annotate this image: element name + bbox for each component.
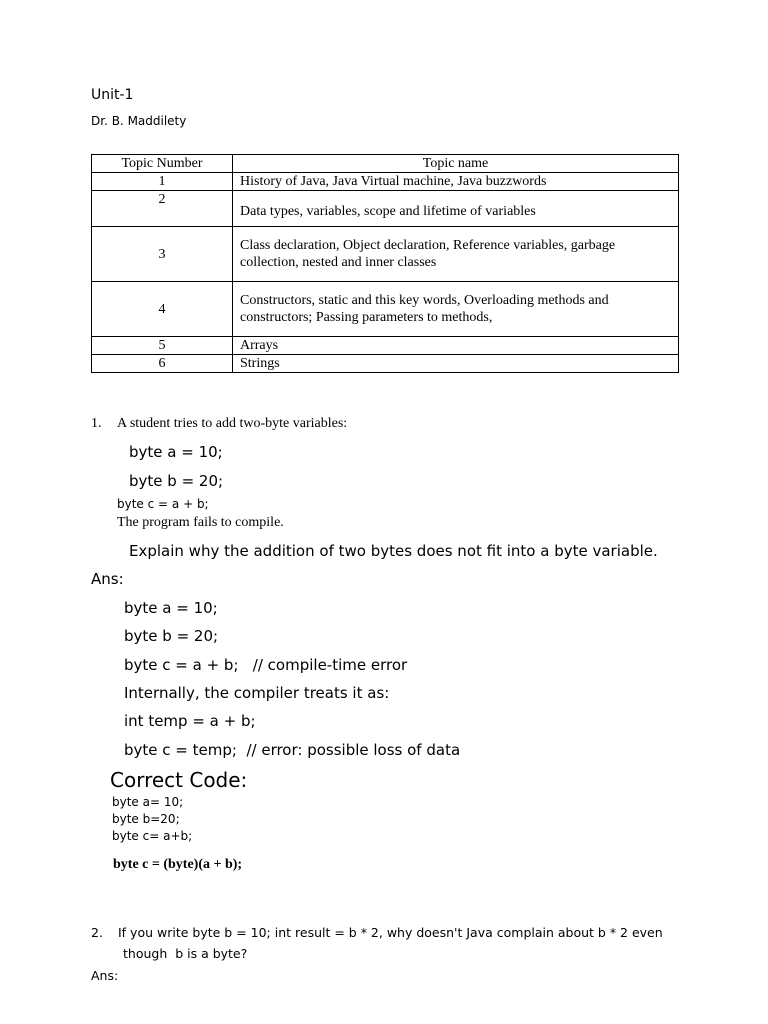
topic-name: Arrays — [233, 337, 679, 355]
table-row — [92, 282, 679, 337]
topic-number: 2 — [92, 191, 233, 227]
topic-number: 6 — [92, 355, 233, 373]
answer-line: byte c = a + b; // compile-time error — [124, 656, 408, 674]
question-1-explain: Explain why the addition of two bytes does not fit into a byte variable. — [129, 542, 658, 560]
topic-name: Strings — [233, 355, 679, 373]
correct-statement: byte c = (byte)(a + b); — [113, 857, 243, 872]
question-2-prompt-line: though b is a byte? — [123, 946, 248, 961]
table-row — [92, 191, 679, 227]
answer-line: Internally, the compiler treats it as: — [124, 684, 390, 702]
code-line-small: byte c = a + b; — [117, 497, 209, 511]
question-2-number: 2. — [91, 925, 103, 940]
topic-number: 4 — [92, 282, 233, 337]
answer-line: byte c = temp; // error: possible loss of data — [124, 741, 461, 759]
correct-code-line: byte a= 10; — [112, 795, 184, 809]
question-2-prompt-line: If you write byte b = 10; int result = b * 2, why doesn't Java complain about b * 2 even — [118, 925, 663, 940]
table-row — [92, 337, 679, 355]
code-line: byte b = 20; — [129, 472, 224, 490]
correct-code-line: byte c= a+b; — [112, 829, 193, 843]
answer-line: byte a = 10; — [124, 599, 218, 617]
column-header-topic-name: Topic name — [233, 155, 679, 173]
answer-label: Ans: — [91, 968, 119, 983]
answer-label: Ans: — [91, 570, 124, 588]
correct-code-heading: Correct Code: — [110, 768, 248, 792]
topic-name-line: Constructors, static and this key words, Overloading methods and — [240, 293, 609, 308]
topic-number: 3 — [92, 227, 233, 282]
table-header-row — [92, 155, 679, 173]
topic-name — [233, 227, 679, 282]
table-row — [92, 227, 679, 282]
question-1-number: 1. — [91, 416, 102, 431]
column-header-topic-number: Topic Number — [92, 155, 233, 173]
topic-name: Data types, variables, scope and lifetime of variables — [233, 191, 679, 227]
topic-name-line: collection, nested and inner classes — [240, 255, 437, 270]
topic-number: 1 — [92, 173, 233, 191]
topic-name: History of Java, Java Virtual machine, Java buzzwords — [233, 173, 679, 191]
answer-line: byte b = 20; — [124, 627, 219, 645]
table-row — [92, 173, 679, 191]
topic-name-line: Class declaration, Object declaration, Reference variables, garbage — [240, 238, 616, 253]
topic-name-line: constructors; Passing parameters to methods, — [240, 310, 493, 325]
topics-table — [91, 154, 679, 373]
correct-code-line: byte b=20; — [112, 812, 180, 826]
topic-number: 5 — [92, 337, 233, 355]
unit-title: Unit-1 — [91, 87, 134, 103]
author-name: Dr. B. Maddilety — [91, 114, 187, 128]
answer-line: int temp = a + b; — [124, 712, 256, 730]
table-row — [92, 355, 679, 373]
question-1-note: The program fails to compile. — [117, 515, 284, 530]
topic-name — [233, 282, 679, 337]
code-line: byte a = 10; — [129, 443, 223, 461]
question-1-prompt: A student tries to add two-byte variables: — [117, 416, 348, 431]
